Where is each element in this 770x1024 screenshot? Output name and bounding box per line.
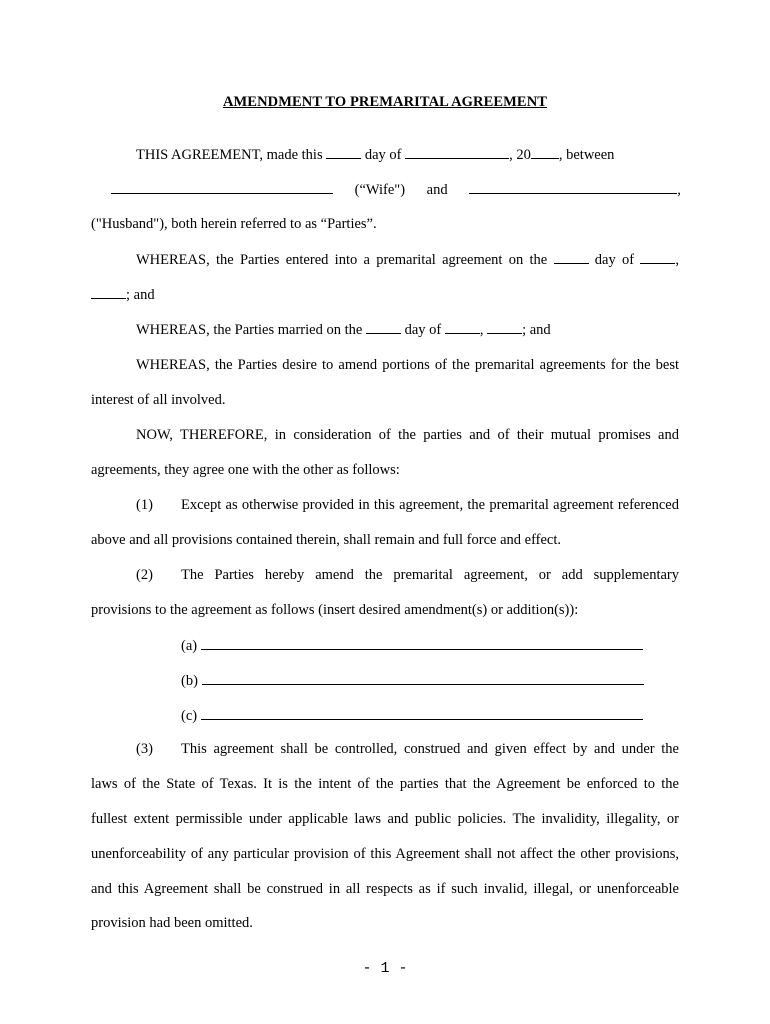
whereas1-month-blank: [640, 250, 675, 264]
month-blank: [405, 145, 509, 159]
whereas-1-line-2: ; and: [91, 285, 679, 304]
now-therefore-line-2: agreements, they agree one with the other as follows:: [91, 462, 400, 478]
clause-2-line-1: (2) The Parties hereby amend the premarital agreement, or add supplementary: [136, 567, 679, 583]
clause-3-line-4: unenforceability of any particular provision of this Agreement shall not affect the other provisions,: [91, 846, 679, 862]
clause-3-line-6: provision had been omitted.: [91, 915, 253, 931]
clause-1-line-2: above and all provisions contained therein, shall remain and full force and effect.: [91, 532, 562, 548]
subitem-b-blank: [202, 671, 644, 685]
year-blank: [531, 145, 559, 159]
intro-line-2: (“Wife") and ,: [111, 180, 681, 199]
subitem-b: (b): [181, 671, 644, 690]
whereas-2: WHEREAS, the Parties married on the day of , ; and: [136, 322, 551, 338]
clause-1-line-1: (1) Except as otherwise provided in this agreement, the premarital agreement referenced: [136, 497, 679, 513]
clause-2-line-2: provisions to the agreement as follows (insert desired amendment(s) or addition(s)):: [91, 602, 579, 618]
intro-line-3: ("Husband"), both herein referred to as “Parties”.: [91, 216, 377, 232]
intro-line-1: THIS AGREEMENT, made this day of , 20 , between: [136, 147, 615, 163]
now-therefore-line-1: NOW, THEREFORE, in consideration of the parties and of their mutual promises and: [136, 427, 679, 443]
whereas2-year-blank: [487, 320, 522, 334]
whereas1-day-blank: [554, 250, 589, 264]
whereas2-day-blank: [366, 320, 401, 334]
page-number: - 1 -: [362, 960, 408, 977]
clause-3-line-2: laws of the State of Texas. It is the intent of the parties that the Agreement be enforced to the: [91, 776, 679, 792]
clause-3-line-5: and this Agreement shall be construed in all respects as if such invalid, illegal, or unenforceable: [91, 881, 679, 897]
document-title: AMENDMENT TO PREMARITAL AGREEMENT: [222, 94, 548, 110]
whereas1-year-blank: [91, 285, 126, 299]
clause-3-line-1: (3) This agreement shall be controlled, construed and given effect by and under the: [136, 741, 679, 757]
subitem-a-blank: [201, 636, 643, 650]
clause-2-number: (2): [136, 567, 153, 583]
whereas2-month-blank: [445, 320, 480, 334]
whereas-1-line-1: WHEREAS, the Parties entered into a premarital agreement on the day of ,: [136, 252, 679, 268]
day-blank: [326, 145, 361, 159]
clause-3-line-3: fullest extent permissible under applicable laws and public policies. The invalidity, illegality, or: [91, 811, 679, 827]
subitem-c-blank: [201, 706, 643, 720]
whereas-3-line-2: interest of all involved.: [91, 392, 226, 408]
clause-3-number: (3): [136, 741, 153, 757]
wife-name-blank: [111, 180, 333, 194]
husband-name-blank: [469, 180, 677, 194]
whereas-3-line-1: WHEREAS, the Parties desire to amend portions of the premarital agreements for the best: [136, 357, 679, 373]
subitem-c: (c): [181, 706, 643, 725]
clause-1-number: (1): [136, 497, 153, 513]
wife-label: (“Wife"): [354, 182, 406, 198]
subitem-a: (a): [181, 636, 643, 655]
